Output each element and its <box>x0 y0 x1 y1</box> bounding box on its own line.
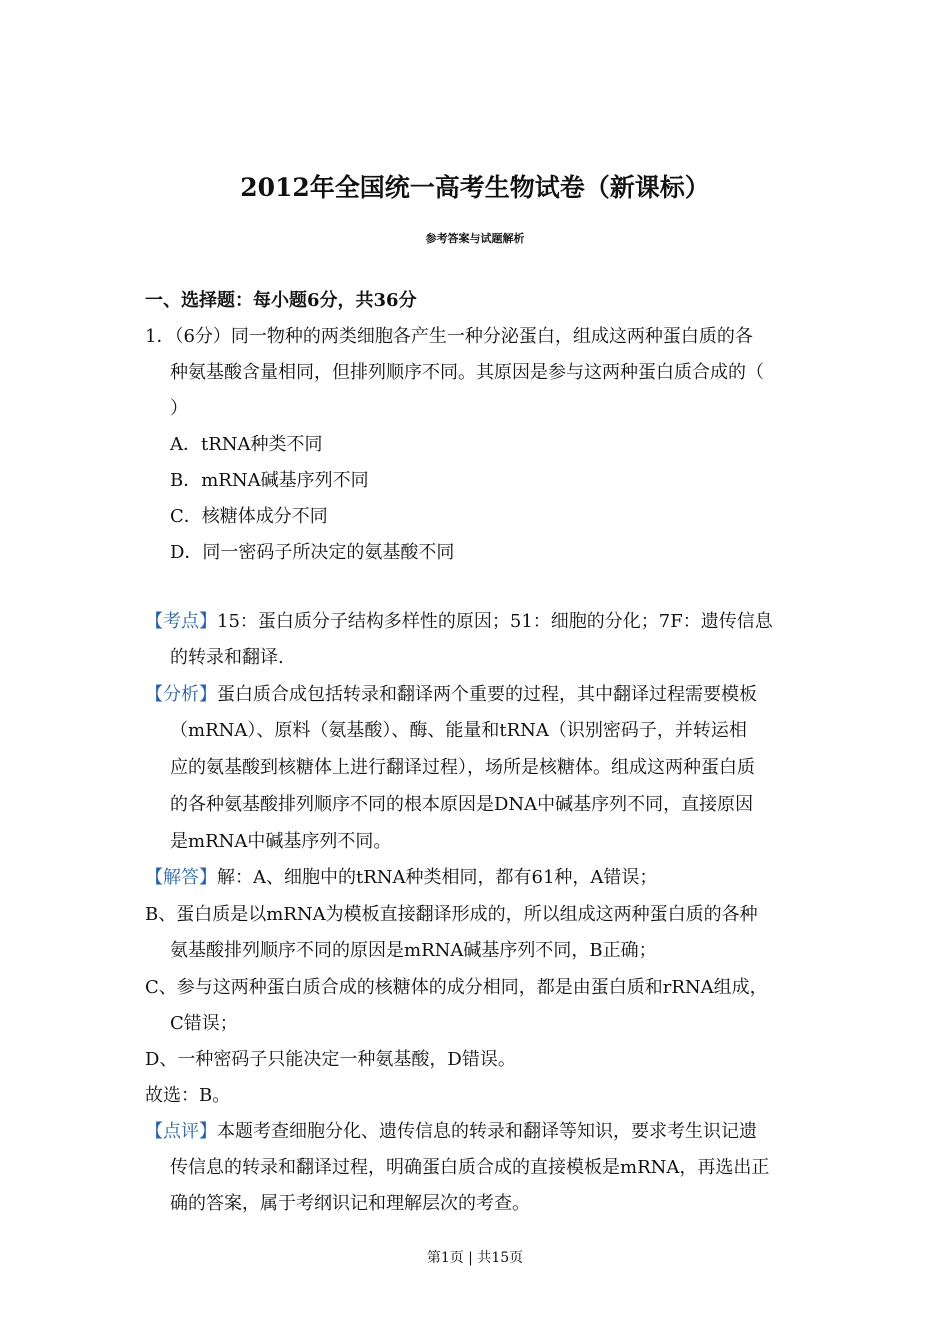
fenxi-line-3: 应的氨基酸到核糖体上进行翻译过程），场所是核糖体。组成这两种蛋白质 <box>170 757 755 778</box>
page-title: 2012年全国统一高考生物试卷（新课标） <box>240 173 710 202</box>
question-text-line-1: 1．（6分）同一物种的两类细胞各产生一种分泌蛋白，组成这两种蛋白质的各 <box>145 326 753 347</box>
page-subtitle: 参考答案与试题解析 <box>425 232 525 245</box>
dianping-tag: 【点评】 <box>145 1121 217 1142</box>
kaodian-tag: 【考点】 <box>145 611 217 632</box>
fenxi-line-2: （mRNA）、原料（氨基酸）、酶、能量和tRNA（识别密码子，并转运相 <box>170 720 747 741</box>
jieda-line-3: 氨基酸排列顺序不同的原因是mRNA碱基序列不同，B正确； <box>170 940 657 961</box>
jieda-line-7: 故选：B。 <box>145 1085 231 1106</box>
fenxi-tag: 【分析】 <box>145 684 217 705</box>
kaodian-line-2: 的转录和翻译. <box>170 647 284 668</box>
option-a: A．tRNA种类不同 <box>170 434 323 455</box>
option-c: C．核糖体成分不同 <box>170 506 328 527</box>
fenxi-line-4: 的各种氨基酸排列顺序不同的根本原因是DNA中碱基序列不同，直接原因 <box>170 794 754 815</box>
section-heading: 一、选择题：每小题6分，共36分 <box>145 290 417 311</box>
kaodian-text-1: 15：蛋白质分子结构多样性的原因；51：细胞的分化；7F：遗传信息 <box>217 611 773 632</box>
jieda-tag: 【解答】 <box>145 867 217 888</box>
fenxi-line-5: 是mRNA中碱基序列不同。 <box>170 831 392 852</box>
option-d: D．同一密码子所决定的氨基酸不同 <box>170 542 455 563</box>
dianping-line-1 <box>145 1120 757 1144</box>
jieda-line-4: C、参与这两种蛋白质合成的核糖体的成分相同，都是由蛋白质和rRNA组成， <box>145 977 768 998</box>
jieda-text-1: 解：A、细胞中的tRNA种类相同，都有61种，A错误； <box>217 867 658 888</box>
option-b: B．mRNA碱基序列不同 <box>170 470 369 491</box>
page-footer: 第1页 | 共15页 <box>426 1250 524 1266</box>
question-text-line-2: 种氨基酸含量相同，但排列顺序不同。其原因是参与这两种蛋白质合成的（ <box>170 362 764 383</box>
dianping-line-2: 传信息的转录和翻译过程，明确蛋白质合成的直接模板是mRNA，再选出正 <box>170 1157 770 1178</box>
fenxi-line-1 <box>145 683 757 707</box>
jieda-line-5: C错误； <box>170 1013 238 1034</box>
dianping-text-1: 本题考查细胞分化、遗传信息的转录和翻译等知识，要求考生识记遗 <box>217 1121 757 1142</box>
question-text-line-3: ） <box>170 398 188 419</box>
kaodian-line-1 <box>145 610 773 634</box>
jieda-line-1 <box>145 866 657 890</box>
jieda-line-6: D、一种密码子只能决定一种氨基酸，D错误。 <box>145 1049 516 1070</box>
dianping-line-3: 确的答案，属于考纲识记和理解层次的考查。 <box>170 1193 530 1214</box>
fenxi-text-1: 蛋白质合成包括转录和翻译两个重要的过程，其中翻译过程需要模板 <box>217 684 757 705</box>
jieda-line-2: B、蛋白质是以mRNA为模板直接翻译形成的，所以组成这两种蛋白质的各种 <box>145 904 758 925</box>
